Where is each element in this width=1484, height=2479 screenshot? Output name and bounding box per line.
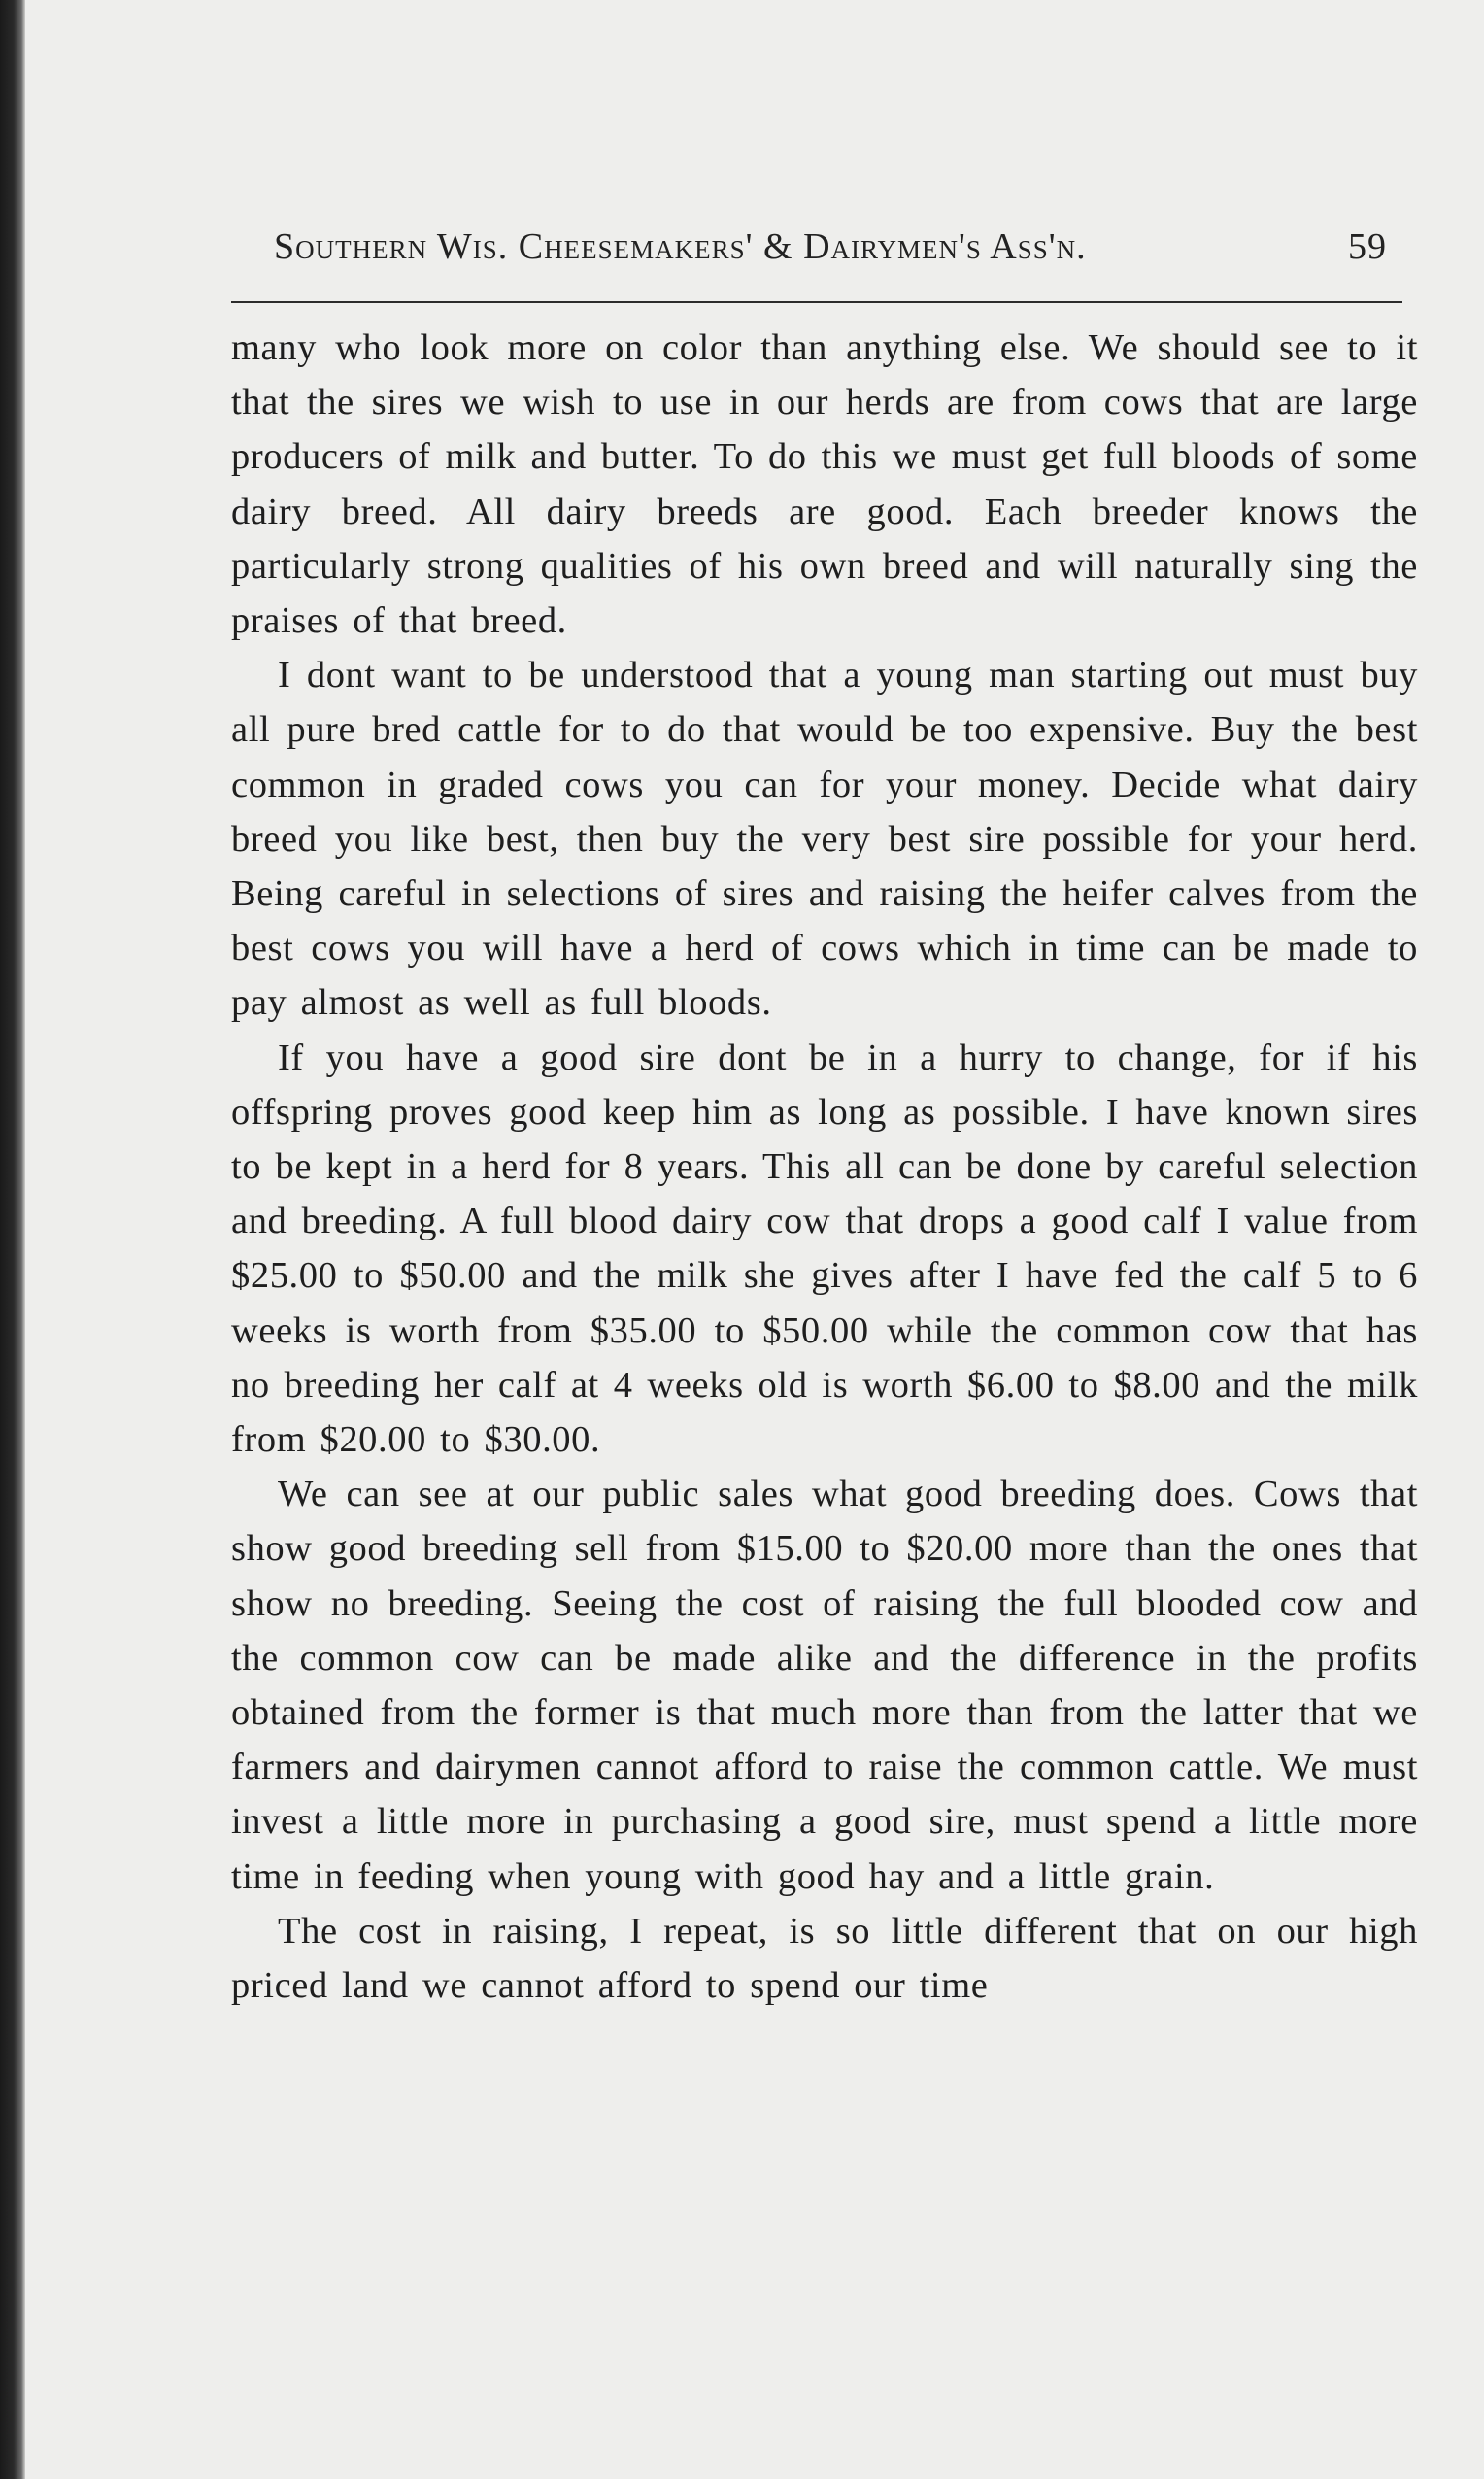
book-binding-edge: [0, 0, 25, 2479]
running-head-title: Southern Wis. Cheesemakers' & Dairymen's Ass'n.: [274, 226, 1087, 267]
paragraph-5: The cost in raising, I repeat, is so little different that on our high priced land we cannot afford to spend our time: [231, 1910, 1418, 2007]
body-text: [231, 321, 1418, 2013]
header-rule: [231, 301, 1402, 303]
running-head: [274, 225, 1387, 293]
paragraph-1: many who look more on color than anything else. We should see to it that the sires we wish to use in our herds are from cows that are large producers of milk and butter. To do this we must get full bloods of some dairy breed. All dairy breeds are good. Each breeder knows the particularly strong qualities of his own breed and will naturally sing the praises of that breed.: [231, 327, 1418, 642]
paragraph-2: I dont want to be understood that a young man starting out must buy all pure bred cattle for to do that would be too expensive. Buy the best common in graded cows you can for your money. Decide what dairy breed you like best, then buy the very best sire possible for your herd. Being careful in selections of sires and raising the heifer calves from the best cows you will have a herd of cows which in time can be made to pay almost as well as full bloods.: [231, 655, 1418, 1024]
paragraph-3: If you have a good sire dont be in a hurry to change, for if his offspring proves good keep him as long as possible. I have known sires to be kept in a herd for 8 years. This all can be done by careful selection and breeding. A full blood dairy cow that drops a good calf I value from $25.00 to $50.00 and the milk she gives after I have fed the calf 5 to 6 weeks is worth from $35.00 to $50.00 while the common cow that has no breeding her calf at 4 weeks old is worth $6.00 to $8.00 and the milk from $20.00 to $30.00.: [231, 1036, 1418, 1461]
page-number: 59: [1348, 226, 1387, 267]
paragraph-4: We can see at our public sales what good breeding does. Cows that show good breeding sell from $15.00 to $20.00 more than the ones that show no breeding. Seeing the cost of raising the full blooded cow and the common cow can be made alike and the difference in the profits obtained from the former is that much more than from the latter that we farmers and dairymen cannot afford to raise the common cattle. We must invest a little more in purchasing a good sire, must spend a little more time in feeding when young with good hay and a little grain.: [231, 1474, 1418, 1897]
